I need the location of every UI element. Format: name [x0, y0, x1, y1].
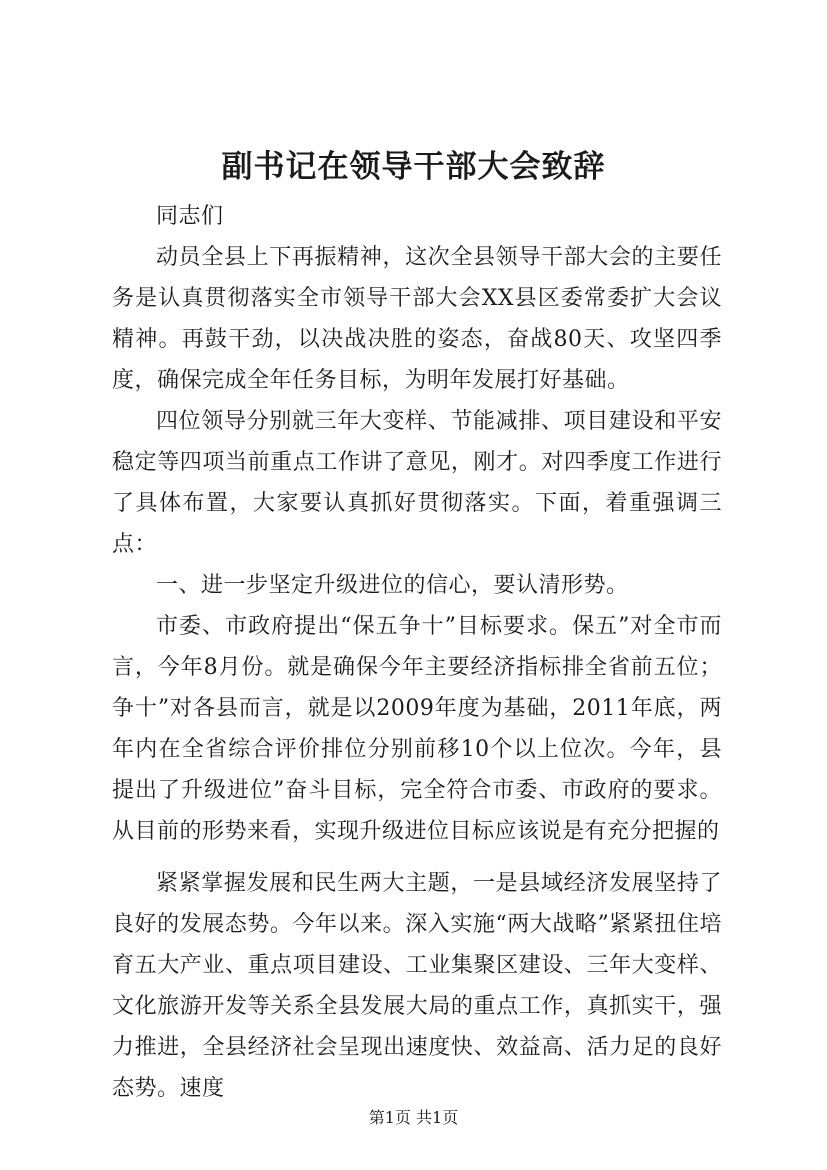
paragraph-work-arrangement: 四位领导分别就三年大变样、节能减排、项目建设和平安稳定等四项当前重点工作讲了意见，刚才。对四季度工作进行了具体布置，大家要认真抓好贯彻落实。下面，着重强调三点：: [112, 409, 722, 557]
paragraph-section-heading: 一、进一步坚定升级进位的信心，要认清形势。: [156, 573, 629, 598]
paragraph-development: 紧紧掌握发展和民生两大主题，一是县域经济发展坚持了良好的发展态势。今年以来。深入实施“两大战略”紧紧扭住培育五大产业、重点项目建设、工业集聚区建设、三年大变样、文化旅游开发等关系全县发展大局的重点工作，真抓实干，强力推进，全县经济社会呈现出速度快、效益高、活力足的良好态势。速度: [112, 871, 722, 1101]
page-footer: 第1页 共1页: [368, 1108, 459, 1127]
paragraph-task: 动员全县上下再振精神，这次全县领导干部大会的主要任务是认真贯彻落实全市领导干部大会XX县区委常委扩大会议精神。再鼓干劲，以决战决胜的姿态，奋战80天、攻坚四季度，确保完成全年任务目标，为明年发展打好基础。: [112, 245, 722, 393]
document-title: 副书记在领导干部大会致辞: [221, 149, 606, 185]
paragraph-salutation: 同志们: [156, 204, 224, 229]
document-body: [112, 196, 722, 1109]
paragraph-targets: 市委、市政府提出“保五争十”目标要求。保五”对全市而言，今年8月份。就是确保今年主要经济指标排全省前五位；争十”对各县而言，就是以2009年度为基础，2011年底，两年内在全省综合评价排位分别前移10个以上位次。今年，县提出了升级进位”奋斗目标，完全符合市委、市政府的要求。从目前的形势来看，实现升级进位目标应该说是有充分把握的: [112, 614, 722, 844]
